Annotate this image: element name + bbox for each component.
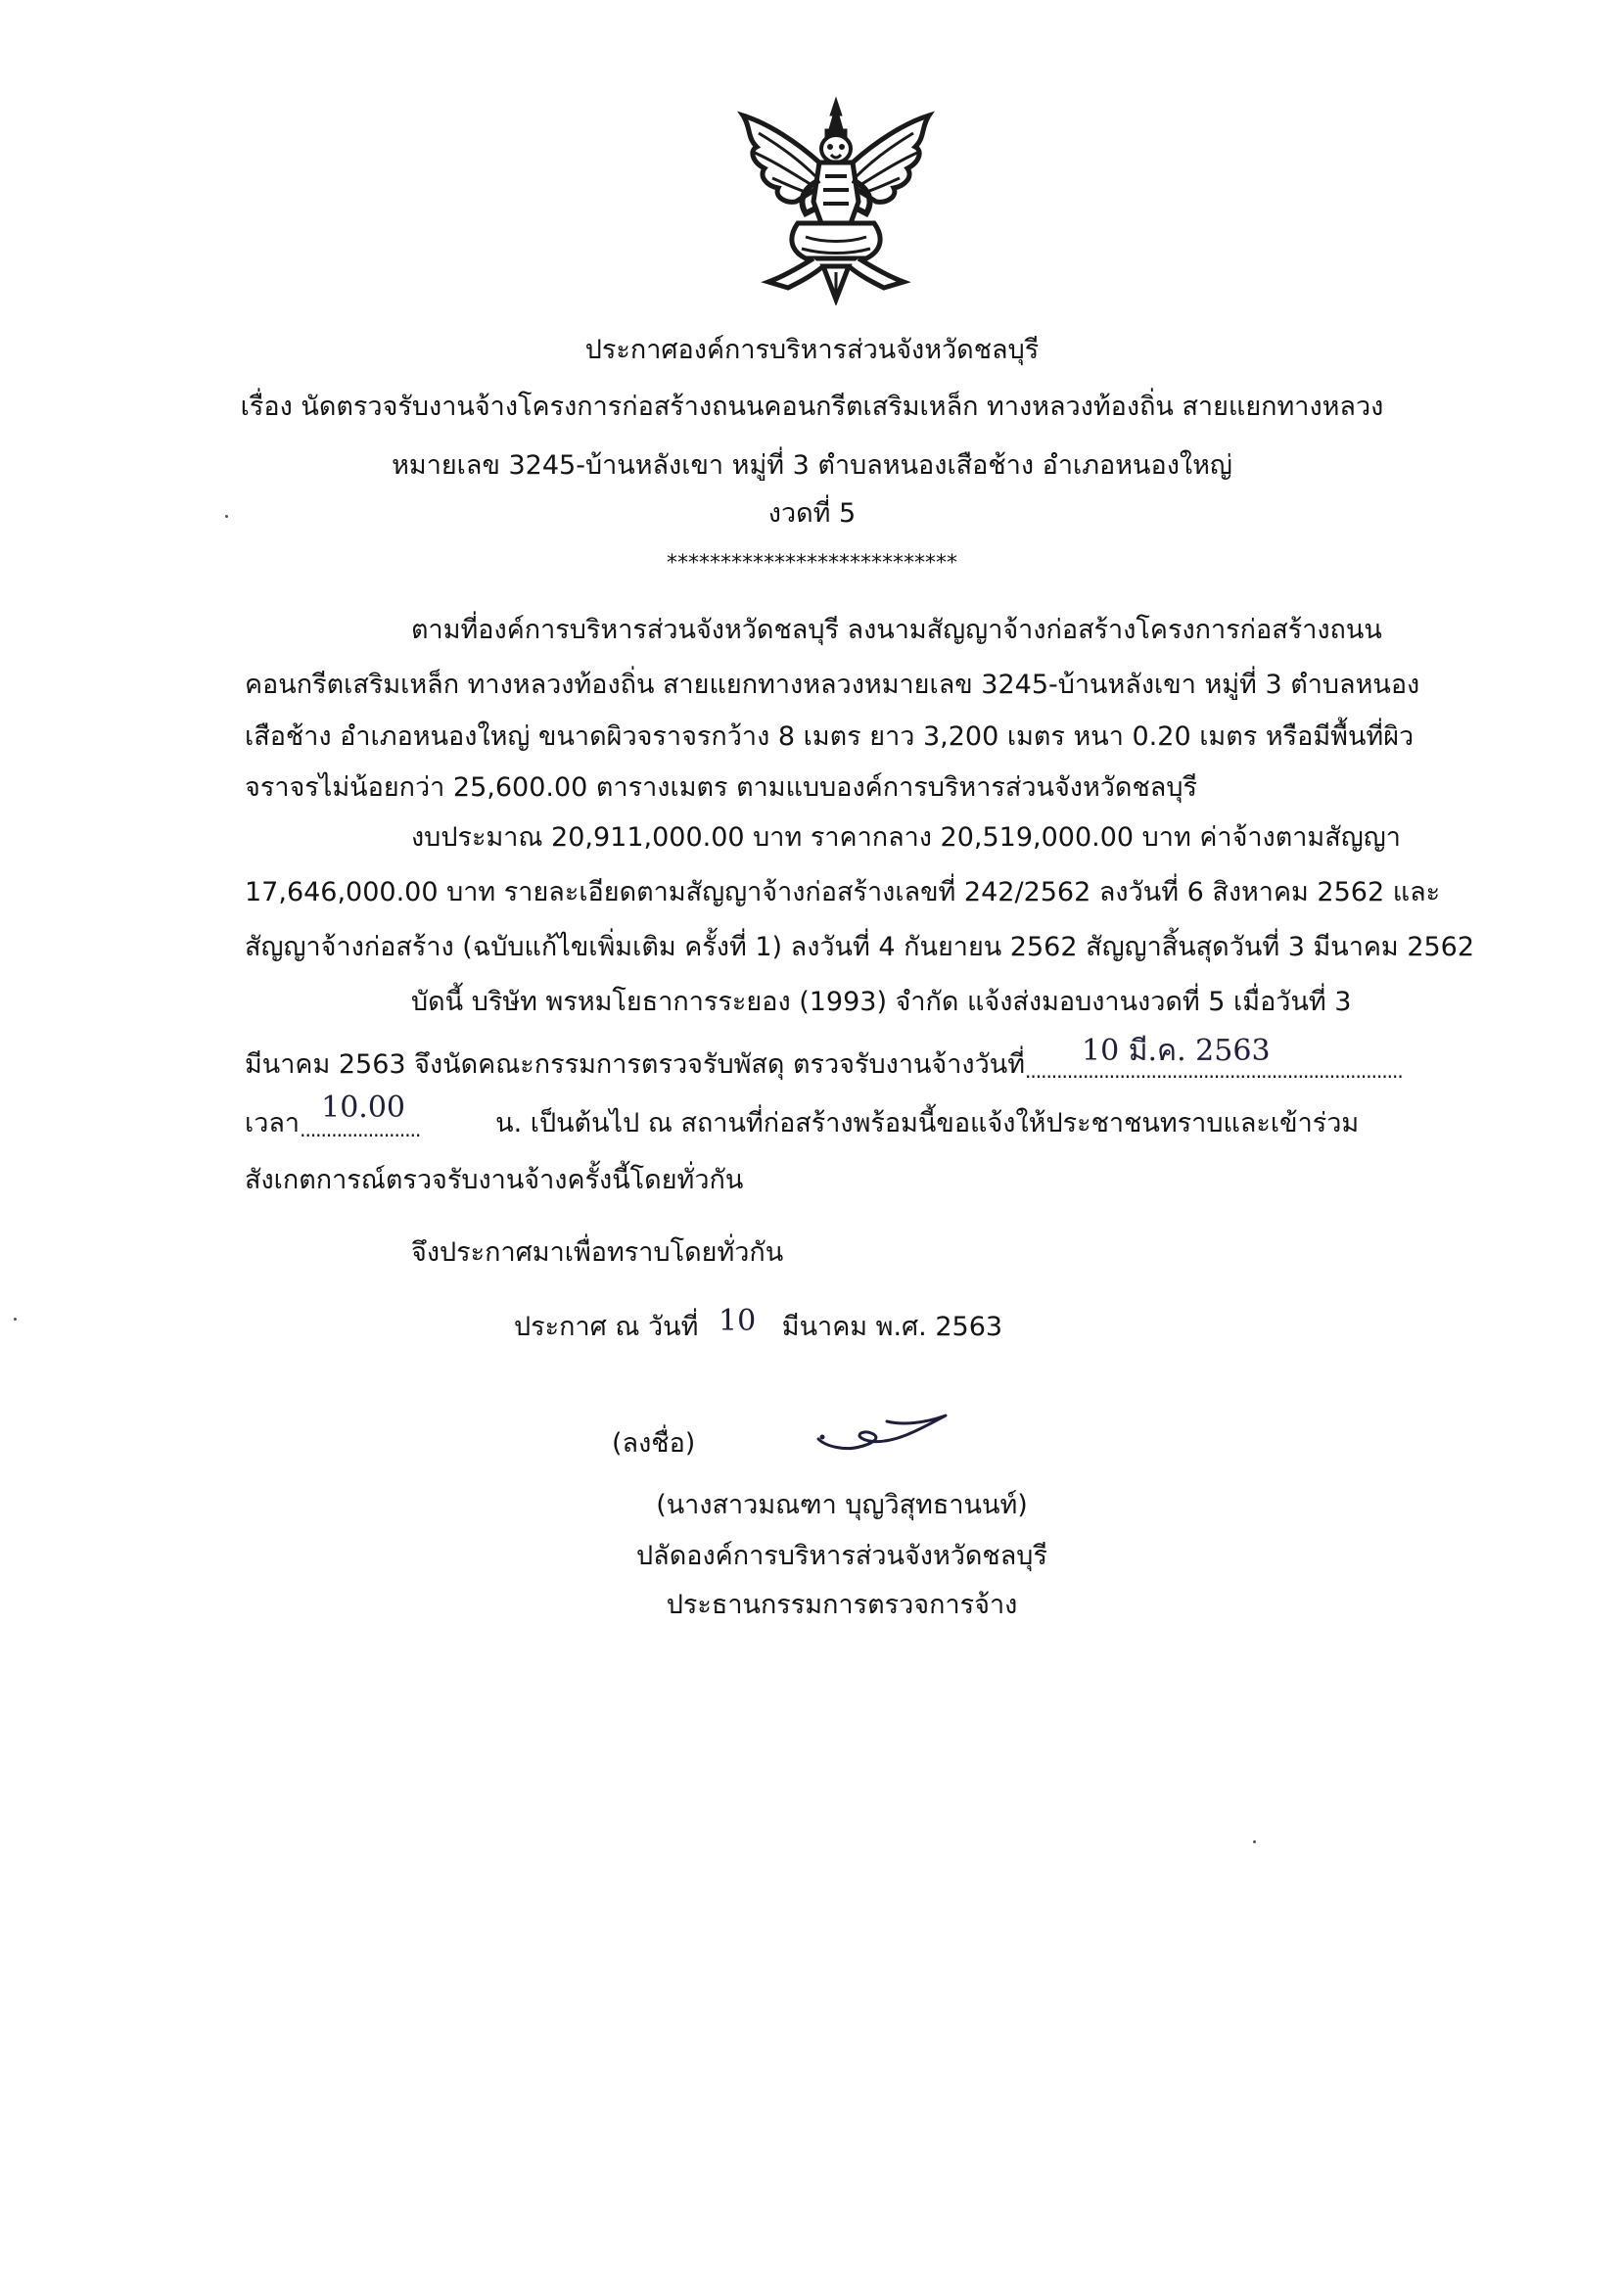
paragraph-3-line-4: สังเกตการณ์ตรวจรับงานจ้างครั้งนี้โดยทั่วกัน (245, 1165, 744, 1195)
signatory-name: (นางสาวมณฑา บุญวิสุทธานนท์) (656, 1490, 1028, 1520)
paragraph-3-line-2 (245, 1034, 1446, 1085)
dotted-leader: ........................................................................ (1025, 1059, 1403, 1083)
paragraph-1-line-3: เสือช้าง อำเภอหนองใหญ่ ขนาดผิวจราจรกว้าง 8 เมตร ยาว 3,200 เมตร หนา 0.20 เมตร หรือมีพื้นที่ผิว (245, 721, 1415, 752)
signatory-committee-role: ประธานกรรมการตรวจการจ้าง (666, 1590, 1018, 1620)
paragraph-3-line-3 (245, 1091, 1360, 1143)
paragraph-1-line-4: จราจรไม่น้อยกว่า 25,600.00 ตารางเมตร ตามแบบองค์การบริหารส่วนจังหวัดชลบุรี (245, 772, 1197, 803)
separator-stars: *************************** (667, 551, 957, 576)
paragraph-1-line-2: คอนกรีตเสริมเหล็ก ทางหลวงท้องถิ่น สายแยกทางหลวงหมายเลข 3245-บ้านหลังเขา หมู่ที่ 3 ตำบลหนอง (245, 670, 1420, 700)
scan-speck (1253, 1840, 1256, 1843)
signatory-position: ปลัดองค์การบริหารส่วนจังหวัดชลบุรี (636, 1541, 1047, 1571)
paragraph-3-line-1: บัดนี้ บริษัท พรหมโยธาการระยอง (1993) จำกัด แจ้งส่งมอบงานงวดที่ 5 เมื่อวันที่ 3 (411, 987, 1352, 1017)
announcement-date-label: ประกาศ ณ วันที่ (514, 1312, 699, 1342)
announcement-org-title: ประกาศองค์การบริหารส่วนจังหวัดชลบุรี (584, 335, 1040, 365)
inspection-date-label: มีนาคม 2563 จึงนัดคณะกรรมการตรวจรับพัสดุ ตรวจรับงานจ้างวันที่ (245, 1049, 1026, 1080)
time-label: เวลา (245, 1108, 301, 1138)
subject-line-1: เรื่อง นัดตรวจรับงานจ้างโครงการก่อสร้างถนนคอนกรีตเสริมเหล็ก ทางหลวงท้องถิ่น สายแยกทางหลวง (240, 392, 1384, 422)
paragraph-1-line-1: ตามที่องค์การบริหารส่วนจังหวัดชลบุรี ลงนามสัญญาจ้างก่อสร้างโครงการก่อสร้างถนน (411, 615, 1382, 645)
scan-speck (14, 1318, 17, 1321)
paragraph-2-line-1: งบประมาณ 20,911,000.00 บาท ราคากลาง 20,519,000.00 บาท ค่าจ้างตามสัญญา (411, 822, 1401, 853)
signature-mark (812, 1408, 950, 1459)
installment-number: งวดที่ 5 (767, 498, 857, 529)
closing-statement: จึงประกาศมาเพื่อทราบโดยทั่วกัน (411, 1237, 784, 1268)
handwritten-time: 10.00 (321, 1091, 405, 1125)
handwritten-date: 10 มี.ค. 2563 (1082, 1034, 1271, 1068)
handwritten-day: 10 (719, 1304, 757, 1338)
dotted-leader: ....................... (300, 1118, 421, 1141)
garuda-emblem-icon (729, 94, 943, 305)
announcement-date (514, 1304, 1003, 1347)
sign-label: (ลงชื่อ) (612, 1428, 696, 1459)
paragraph-2-line-2: 17,646,000.00 บาท รายละเอียดตามสัญญาจ้างก่อสร้างเลขที่ 242/2562 ลงวันที่ 6 สิงหาคม 2562 และ (245, 877, 1441, 907)
announcement-date-month-year: มีนาคม พ.ศ. 2563 (781, 1312, 1003, 1342)
time-suffix-text: น. เป็นต้นไป ณ สถานที่ก่อสร้างพร้อมนี้ขอแจ้งให้ประชาชนทราบและเข้าร่วม (495, 1108, 1360, 1138)
scan-speck (225, 515, 228, 518)
subject-line-2: หมายเลข 3245-บ้านหลังเขา หมู่ที่ 3 ตำบลหนองเสือช้าง อำเภอหนองใหญ่ (392, 450, 1232, 481)
paragraph-2-line-3: สัญญาจ้างก่อสร้าง (ฉบับแก้ไขเพิ่มเติม ครั้งที่ 1) ลงวันที่ 4 กันยายน 2562 สัญญาสิ้นสุดวันที่ 3 มีนาคม 2562 (245, 932, 1475, 962)
